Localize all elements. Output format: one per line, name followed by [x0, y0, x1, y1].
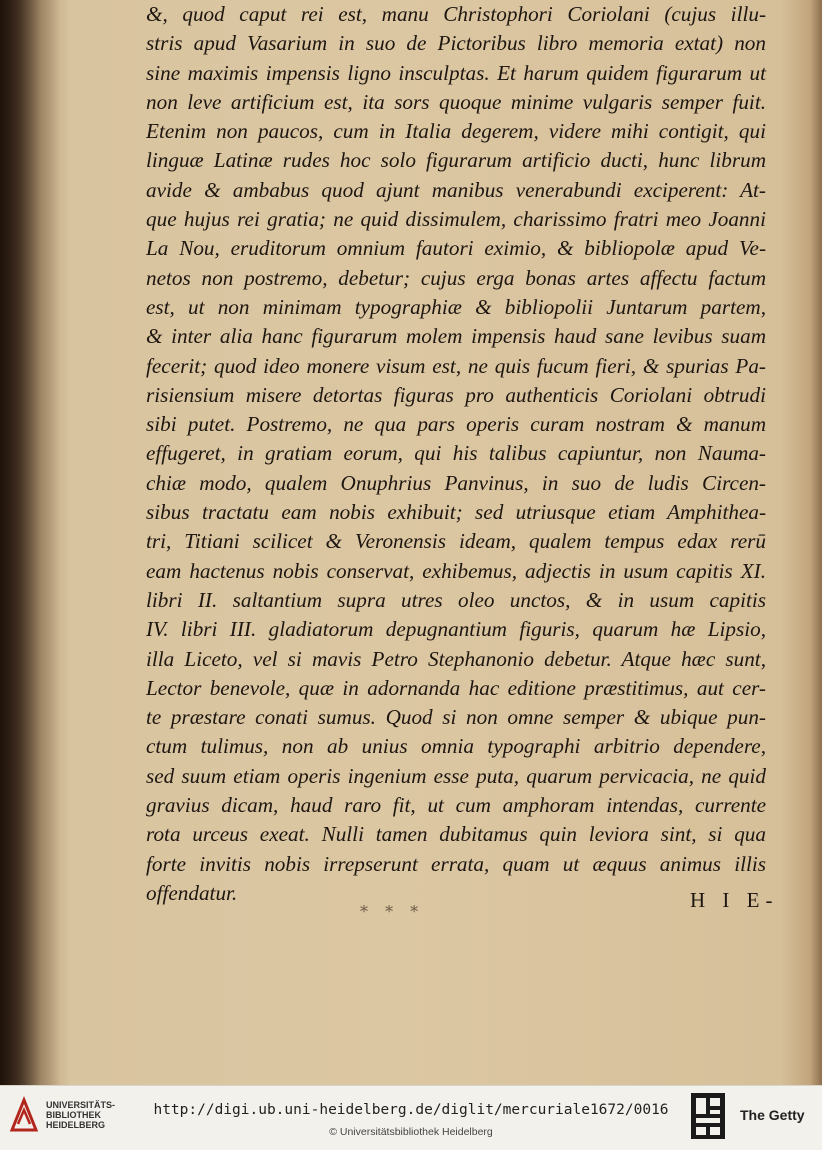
partner-name: The Getty	[740, 1107, 805, 1123]
text-line: effugeret, in gratiam eorum, qui his talibus capiuntur, non Nauma-	[146, 441, 766, 466]
text-line: fecerit; quod ideo monere visum est, ne quis fucum fieri, & spurias Pa-	[146, 353, 766, 378]
text-line: linguæ Latinæ rudes hoc solo figurarum artificio ducti, hunc librum	[146, 148, 766, 173]
viewer-footer	[0, 1085, 822, 1150]
text-line: sine maximis impensis ligno insculptas. Et harum quidem figurarum ut	[146, 60, 766, 85]
text-line: libri II. saltantium supra utres oleo unctos, & in usum capitis	[146, 587, 766, 612]
library-name-line: UNIVERSITÄTS-	[46, 1100, 116, 1110]
text-line: est, ut non minimam typographiæ & bibliopolii Juntarum partem,	[146, 294, 766, 319]
text-line: chiæ modo, qualem Onuphrius Panvinus, in suo de ludis Circen-	[146, 470, 766, 495]
text-line: risiensium misere detortas figuras pro authenticis Coriolani obtrudi	[146, 382, 766, 407]
catchword: H I E-	[690, 888, 779, 912]
text-line: tri, Titiani scilicet & Veronensis ideam, qualem tempus edax rerū	[146, 529, 766, 554]
text-line: &, quod caput rei est, manu Christophori Coriolani (cujus illu-	[146, 2, 766, 26]
text-line: Etenim non paucos, cum in Italia degerem, videre mihi contigit, qui	[146, 119, 766, 144]
text-line: eam hactenus nobis conservat, exhibemus, adjectis in usum capitis XI.	[146, 558, 766, 583]
text-line: forte invitis nobis irrepserunt errata, quam ut æquus animus illis	[146, 851, 766, 876]
text-line: gravius dicam, haud raro fit, ut cum amphoram intendas, currente	[146, 793, 766, 818]
library-name-line: HEIDELBERG	[46, 1120, 106, 1130]
text-line: & inter alia hanc figurarum molem impensis haud sane levibus suam	[146, 324, 766, 349]
text-line: avide & ambabus quod ajunt manibus venerabundi exciperent: At-	[146, 177, 766, 202]
text-line: rota urceus exeat. Nulli tamen dubitamus quin leviora sint, si qua	[146, 822, 766, 847]
text-line: sibus tractatu eam nobis exhibuit; sed utriusque etiam Amphithea-	[146, 500, 766, 525]
text-line: ctum tulimus, non ab unius omnia typographi arbitrio dependere,	[146, 734, 766, 759]
text-line: netos non postremo, debetur; cujus erga bonas artes affectu factum	[146, 265, 766, 290]
getty-logo-icon	[690, 1092, 726, 1140]
text-line: stris apud Vasarium in suo de Pictoribus libro memoria extat) non	[146, 31, 766, 56]
permalink-url[interactable]: http://digi.ub.uni-heidelberg.de/diglit/mercuriale1672/0016	[153, 1102, 669, 1118]
text-line: La Nou, eruditorum omnium fautori eximio, & bibliopolæ apud Ve-	[146, 236, 766, 261]
library-name-line: BIBLIOTHEK	[46, 1110, 101, 1120]
text-line: te præstare conati sumus. Quod si non omne semper & ubique pun-	[146, 705, 766, 730]
text-line: IV. libri III. gladiatorum depugnantium figuris, quarum hæ Lipsio,	[146, 617, 766, 642]
gutter-shadow	[0, 0, 60, 1085]
text-line: que hujus rei gratia; ne quid dissimulem, charissimo fratri meo Joanni	[146, 207, 766, 232]
text-line: non leve artificium est, ita sors quoque minime vulgaris semper fuit.	[146, 89, 766, 114]
text-line: Lector benevole, quæ in adornanda hac editione præstitimus, aut cer-	[146, 675, 766, 700]
text-line: illa Liceto, vel si mavis Petro Stephanonio debetur. Atque hæc sunt,	[146, 646, 766, 671]
copyright-notice: © Universitätsbibliothek Heidelberg	[329, 1126, 493, 1138]
text-line: offendatur.	[146, 880, 238, 905]
text-line: sibi putet. Postremo, ne qua pars operis curam nostram & manum	[146, 412, 766, 437]
ornament: * * *	[360, 902, 425, 921]
page-text-block	[146, 0, 766, 908]
text-line: sed suum etiam operis ingenium esse puta, quarum pervicacia, ne quid	[146, 763, 766, 788]
